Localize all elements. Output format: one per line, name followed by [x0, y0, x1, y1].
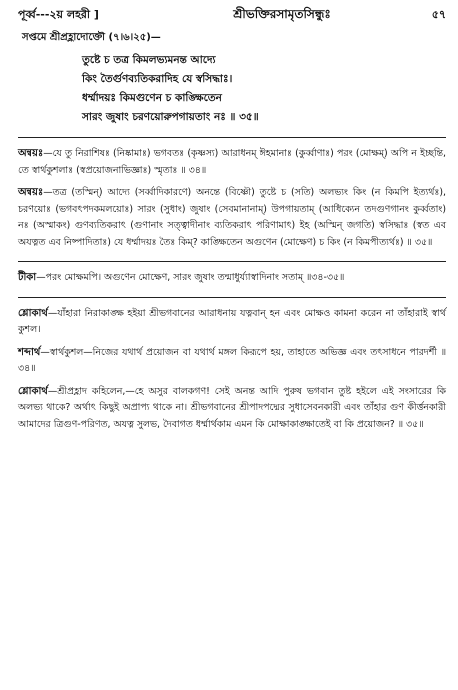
- anvaya-paragraph: [18, 146, 446, 179]
- tika-label: টীকা: [18, 272, 37, 283]
- anvaya-label: অন্বয়ঃ: [18, 148, 44, 159]
- anvaya-text: —যে তু নিরাশিষঃ (নিষ্কামাঃ) ভগবতঃ (কৃষ্ণস্য) আরাধনম্ ঈহমানাঃ (কুর্ব্বাণাঃ) পরং (মোক্ষম্) অপি ন ইচ্ছন্তি, তে স্বার্থকুশলাঃ (স্বপ্রয়োজনাভিজ্ঞাঃ) স্মৃতাঃ ॥ ৩৪॥: [18, 148, 446, 176]
- tika-text: —পরং মোক্ষমপি। অগুণেন মোক্ষেণ, সারং জুষাং তন্মাধুর্য্যাস্বাদিনাং সতাম্ ॥৩৪-৩৫॥: [36, 272, 345, 283]
- tika-paragraph: [18, 270, 446, 287]
- shabdartha-text: —স্বার্থকুশল—নিজের যথার্থ প্রয়োজন বা যথার্থ মঙ্গল কিরূপে হয়, তাহাতে অভিজ্ঞ এবং তৎসাধনে পারদর্শী ॥ ৩৪॥: [18, 346, 446, 374]
- shabdartha-paragraph: [18, 345, 446, 378]
- anvaya-paragraph: [18, 185, 446, 251]
- verse-line: সারং জুষাং চরণয়োরুপগায়তাং নঃ ॥ ৩৫॥: [82, 111, 259, 123]
- shabdartha-label: শব্দার্থ: [18, 346, 41, 358]
- page-number: ৫৭: [431, 8, 446, 21]
- divider: [18, 297, 446, 298]
- shlokartha-paragraph: [18, 384, 446, 434]
- verse-block: [82, 51, 446, 127]
- verse-line: তুষ্টে চ তত্র কিমলভ্যমনন্ত আদ্যে: [82, 54, 216, 66]
- shlokartha-text: —যাঁহারা নিরাকাঙ্ক্ষ হইয়া শ্রীভগবানের আরাধনায় যত্নবান্ হন এবং মোক্ষও কামনা করেন না তাঁহারাই স্বার্থ কুশল।: [18, 307, 446, 335]
- verse-line: ধর্ম্মাদয়ঃ কিমগুণেন চ কাঙ্ক্ষিতেন: [82, 92, 222, 104]
- divider: [18, 261, 446, 262]
- anvaya-text: —তত্র (তস্মিন্) আদ্যে (সর্ব্বাদিকারণে) অনন্তে (বিষ্ণৌ) তুষ্টে চ (সতি) অলভ্যং কিং (ন কিমপি ইত্যর্থঃ), চরণয়োঃ (ভগবৎপদকমলয়োঃ) সারং (সুধাং) জুষাং (সেবমানানাম্) উপগায়তাম্ (আধিক্যেন তদগুণগানং কুর্ব্বতাং) নঃ (অস্মাকং) গুণব্যতিকরাৎ (গুণানাং সত্ত্বাদীনাং ব্যতিকরাৎ পরিণামাৎ) ইহ (অস্মিন্ জগতি) স্বসিদ্ধাঃ (স্বত এব অযত্নত এব নিষ্পাদিতাঃ) যে ধর্ম্মাদয়ঃ তৈঃ কিম্? কাঙ্ক্ষিতেন অগুণেন (মোক্ষেণ) চ কিং (ন কিমপীত্যর্থঃ) ॥ ৩৫॥: [18, 187, 446, 248]
- anvaya-label: অন্বয়ঃ: [18, 187, 44, 198]
- running-header: [18, 6, 446, 28]
- verse-line: কিং তৈর্গুণব্যতিকরাদিহ যে স্বসিদ্ধাঃ।: [82, 73, 233, 85]
- verse-intro: সপ্তমে শ্রীপ্রহ্লাদোক্তৌ (৭।৬।২৫)—: [22, 32, 161, 43]
- header-book-title: শ্রীভক্তিরসামৃতসিন্ধুঃ: [233, 7, 331, 21]
- shlokartha-label: শ্লোকার্থ: [18, 307, 48, 319]
- divider: [18, 137, 446, 138]
- shlokartha-text: —শ্রীপ্রহ্লাদ কহিলেন,—হে অসুর বালকগণ! সেই অনন্ত আদি পুরুষ ভগবান তুষ্ট হইলে এই সংসারের কি অলভ্য থাকে? অর্থাৎ কিছুই অপ্রাপ্য থাকে না। শ্রীভগবানের শ্রীপাদপদ্মের সুধাসেবনকারী এবং তাঁহার গুণ কীর্ত্তনকারী আমাদের ত্রিগুণ-পরিণত, অযত্ন সুলভ, দৈবাগত ধর্ম্মার্থকাম এমন কি মোক্ষাকাঙ্ক্ষাতেই বা কি প্রয়োজন? ॥ ৩৫॥: [18, 385, 446, 430]
- header-section: পূর্ব্ব---২য় লহরী ]: [18, 8, 99, 21]
- shlokartha-paragraph: [18, 306, 446, 339]
- shlokartha-label: শ্লোকার্থ: [18, 385, 48, 397]
